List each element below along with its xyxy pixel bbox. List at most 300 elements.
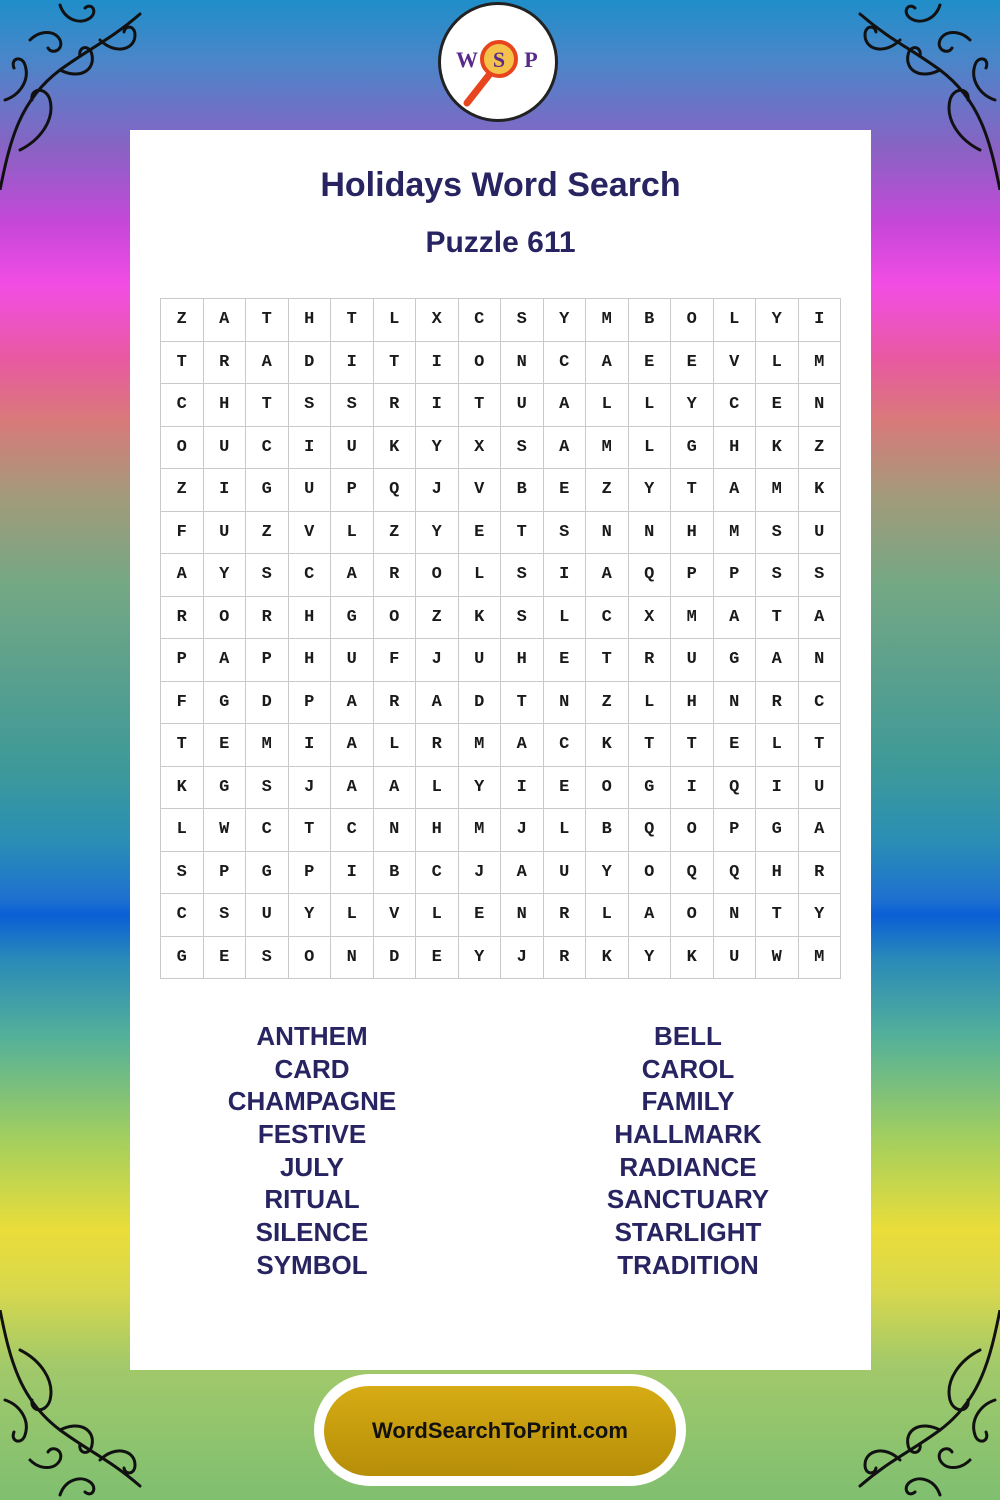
- grid-cell[interactable]: J: [501, 809, 544, 852]
- grid-cell[interactable]: T: [458, 384, 501, 427]
- grid-cell[interactable]: L: [416, 894, 459, 937]
- grid-cell[interactable]: A: [331, 724, 374, 767]
- grid-cell[interactable]: V: [713, 341, 756, 384]
- grid-cell[interactable]: R: [798, 851, 841, 894]
- grid-cell[interactable]: U: [713, 936, 756, 979]
- grid-cell[interactable]: L: [628, 384, 671, 427]
- grid-cell[interactable]: J: [416, 469, 459, 512]
- grid-cell[interactable]: A: [713, 469, 756, 512]
- logo-letter-w: W: [456, 47, 478, 72]
- corner-ornament-bottom-left: [0, 1310, 150, 1500]
- grid-cell[interactable]: P: [713, 554, 756, 597]
- grid-cell[interactable]: O: [671, 809, 714, 852]
- grid-cell[interactable]: N: [798, 639, 841, 682]
- grid-cell[interactable]: M: [246, 724, 289, 767]
- grid-cell[interactable]: C: [798, 681, 841, 724]
- grid-cell[interactable]: U: [501, 384, 544, 427]
- grid-cell[interactable]: A: [331, 766, 374, 809]
- grid-cell[interactable]: N: [501, 341, 544, 384]
- grid-cell[interactable]: X: [628, 596, 671, 639]
- grid-cell[interactable]: H: [288, 299, 331, 342]
- grid-cell[interactable]: D: [458, 681, 501, 724]
- grid-cell[interactable]: T: [288, 809, 331, 852]
- grid-cell[interactable]: G: [713, 639, 756, 682]
- grid-cell[interactable]: S: [203, 894, 246, 937]
- grid-cell[interactable]: A: [501, 851, 544, 894]
- grid-cell[interactable]: C: [246, 809, 289, 852]
- grid-cell[interactable]: Y: [586, 851, 629, 894]
- grid-cell[interactable]: F: [161, 511, 204, 554]
- grid-cell[interactable]: K: [161, 766, 204, 809]
- word-list-item: TRADITION: [617, 1249, 759, 1280]
- grid-cell[interactable]: E: [756, 384, 799, 427]
- grid-cell[interactable]: Z: [161, 299, 204, 342]
- grid-cell[interactable]: Z: [586, 469, 629, 512]
- grid-cell[interactable]: S: [501, 554, 544, 597]
- grid-cell[interactable]: L: [458, 554, 501, 597]
- grid-cell[interactable]: T: [671, 469, 714, 512]
- grid-cell[interactable]: W: [203, 809, 246, 852]
- grid-cell[interactable]: N: [628, 511, 671, 554]
- grid-cell[interactable]: H: [501, 639, 544, 682]
- word-list-item: CHAMPAGNE: [227, 1086, 397, 1117]
- grid-row: [161, 724, 841, 767]
- grid-cell[interactable]: Y: [671, 384, 714, 427]
- grid-row: [161, 299, 841, 342]
- grid-cell[interactable]: K: [586, 936, 629, 979]
- grid-cell[interactable]: D: [288, 341, 331, 384]
- grid-cell[interactable]: P: [331, 469, 374, 512]
- grid-cell[interactable]: P: [713, 809, 756, 852]
- grid-cell[interactable]: K: [586, 724, 629, 767]
- grid-cell[interactable]: T: [756, 596, 799, 639]
- grid-cell[interactable]: M: [586, 426, 629, 469]
- grid-cell[interactable]: H: [756, 851, 799, 894]
- grid-row: [161, 554, 841, 597]
- grid-cell[interactable]: S: [246, 936, 289, 979]
- grid-cell[interactable]: T: [501, 511, 544, 554]
- grid-cell[interactable]: E: [543, 639, 586, 682]
- grid-cell[interactable]: G: [203, 681, 246, 724]
- grid-cell[interactable]: Y: [798, 894, 841, 937]
- grid-cell[interactable]: A: [586, 341, 629, 384]
- grid-cell[interactable]: S: [798, 554, 841, 597]
- grid-cell[interactable]: I: [798, 299, 841, 342]
- grid-cell[interactable]: O: [628, 851, 671, 894]
- grid-row: [161, 936, 841, 979]
- grid-cell[interactable]: T: [246, 299, 289, 342]
- grid-cell[interactable]: L: [543, 809, 586, 852]
- grid-cell[interactable]: U: [331, 639, 374, 682]
- grid-cell[interactable]: O: [671, 299, 714, 342]
- word-list-item: CARD: [274, 1053, 350, 1084]
- word-list-item: CAROL: [641, 1053, 735, 1084]
- grid-cell[interactable]: L: [586, 894, 629, 937]
- grid-cell[interactable]: P: [203, 851, 246, 894]
- grid-cell[interactable]: A: [373, 766, 416, 809]
- grid-cell[interactable]: C: [161, 894, 204, 937]
- grid-cell[interactable]: A: [543, 426, 586, 469]
- grid-cell[interactable]: T: [798, 724, 841, 767]
- word-list-item: ANTHEM: [256, 1021, 368, 1051]
- grid-cell[interactable]: H: [288, 596, 331, 639]
- puzzle-sheet: [130, 130, 871, 1370]
- grid-cell[interactable]: S: [501, 426, 544, 469]
- grid-cell[interactable]: G: [161, 936, 204, 979]
- grid-cell[interactable]: U: [798, 766, 841, 809]
- grid-cell[interactable]: Q: [713, 766, 756, 809]
- grid-row: [161, 596, 841, 639]
- grid-cell[interactable]: C: [543, 724, 586, 767]
- grid-cell[interactable]: Q: [628, 809, 671, 852]
- grid-cell[interactable]: G: [671, 426, 714, 469]
- grid-cell[interactable]: I: [331, 851, 374, 894]
- grid-cell[interactable]: M: [586, 299, 629, 342]
- grid-cell[interactable]: L: [628, 681, 671, 724]
- grid-cell[interactable]: R: [756, 681, 799, 724]
- grid-cell[interactable]: E: [628, 341, 671, 384]
- grid-cell[interactable]: H: [288, 639, 331, 682]
- flourish-icon: [850, 0, 1000, 190]
- grid-cell[interactable]: S: [501, 299, 544, 342]
- grid-cell[interactable]: E: [458, 511, 501, 554]
- word-list-item: STARLIGHT: [614, 1217, 762, 1248]
- grid-cell[interactable]: S: [161, 851, 204, 894]
- word-list-item: JULY: [279, 1151, 345, 1182]
- grid-cell[interactable]: R: [203, 341, 246, 384]
- grid-cell[interactable]: P: [671, 554, 714, 597]
- grid-cell[interactable]: S: [288, 384, 331, 427]
- site-logo[interactable]: [438, 2, 558, 122]
- grid-cell[interactable]: R: [373, 384, 416, 427]
- grid-cell[interactable]: L: [756, 341, 799, 384]
- grid-cell[interactable]: G: [246, 469, 289, 512]
- grid-cell[interactable]: S: [543, 511, 586, 554]
- word-list-item: RITUAL: [264, 1184, 360, 1215]
- grid-cell[interactable]: U: [203, 426, 246, 469]
- grid-cell[interactable]: J: [416, 639, 459, 682]
- grid-cell[interactable]: N: [798, 384, 841, 427]
- grid-cell[interactable]: T: [586, 639, 629, 682]
- grid-cell[interactable]: L: [161, 809, 204, 852]
- grid-cell[interactable]: G: [756, 809, 799, 852]
- grid-cell[interactable]: B: [373, 851, 416, 894]
- grid-cell[interactable]: I: [756, 766, 799, 809]
- word-list-item: FESTIVE: [257, 1119, 367, 1150]
- grid-cell[interactable]: H: [671, 511, 714, 554]
- grid-cell[interactable]: N: [543, 681, 586, 724]
- grid-cell[interactable]: M: [671, 596, 714, 639]
- grid-cell[interactable]: M: [756, 469, 799, 512]
- word-list-item: BELL: [654, 1021, 722, 1051]
- grid-cell[interactable]: K: [458, 596, 501, 639]
- grid-cell[interactable]: J: [458, 851, 501, 894]
- grid-cell[interactable]: D: [246, 681, 289, 724]
- grid-cell[interactable]: O: [416, 554, 459, 597]
- grid-cell[interactable]: P: [288, 851, 331, 894]
- grid-cell[interactable]: T: [671, 724, 714, 767]
- grid-cell[interactable]: A: [501, 724, 544, 767]
- grid-cell[interactable]: Z: [416, 596, 459, 639]
- grid-cell[interactable]: I: [416, 341, 459, 384]
- grid-cell[interactable]: A: [543, 384, 586, 427]
- grid-cell[interactable]: X: [416, 299, 459, 342]
- grid-cell[interactable]: L: [331, 511, 374, 554]
- grid-cell[interactable]: S: [246, 766, 289, 809]
- grid-cell[interactable]: M: [798, 341, 841, 384]
- grid-cell[interactable]: I: [203, 469, 246, 512]
- grid-cell[interactable]: X: [458, 426, 501, 469]
- grid-cell[interactable]: Y: [756, 299, 799, 342]
- grid-cell[interactable]: E: [543, 766, 586, 809]
- grid-cell[interactable]: A: [331, 681, 374, 724]
- grid-cell[interactable]: R: [543, 894, 586, 937]
- grid-cell[interactable]: G: [246, 851, 289, 894]
- grid-cell[interactable]: T: [501, 681, 544, 724]
- logo-letter-p: P: [524, 47, 538, 72]
- grid-cell[interactable]: D: [373, 936, 416, 979]
- grid-cell[interactable]: T: [246, 384, 289, 427]
- grid-cell[interactable]: A: [203, 639, 246, 682]
- grid-cell[interactable]: Y: [628, 469, 671, 512]
- grid-cell[interactable]: H: [416, 809, 459, 852]
- grid-cell[interactable]: K: [798, 469, 841, 512]
- grid-cell[interactable]: A: [161, 554, 204, 597]
- grid-row: [161, 766, 841, 809]
- grid-cell[interactable]: Y: [288, 894, 331, 937]
- grid-cell[interactable]: R: [416, 724, 459, 767]
- magnifier-logo-icon: [443, 7, 553, 117]
- grid-cell[interactable]: T: [161, 341, 204, 384]
- grid-cell[interactable]: Y: [416, 426, 459, 469]
- grid-cell[interactable]: U: [671, 639, 714, 682]
- grid-cell[interactable]: Q: [373, 469, 416, 512]
- grid-cell[interactable]: S: [756, 554, 799, 597]
- flourish-icon: [0, 0, 150, 190]
- grid-cell[interactable]: R: [543, 936, 586, 979]
- grid-row: [161, 851, 841, 894]
- grid-cell[interactable]: R: [373, 681, 416, 724]
- word-list-item: SANCTUARY: [606, 1184, 770, 1215]
- grid-cell[interactable]: E: [203, 724, 246, 767]
- grid-cell[interactable]: N: [713, 681, 756, 724]
- grid-cell[interactable]: Y: [416, 511, 459, 554]
- grid-cell[interactable]: Z: [373, 511, 416, 554]
- grid-cell[interactable]: I: [331, 341, 374, 384]
- grid-cell[interactable]: A: [416, 681, 459, 724]
- grid-cell[interactable]: Z: [246, 511, 289, 554]
- grid-cell[interactable]: T: [161, 724, 204, 767]
- grid-row: [161, 384, 841, 427]
- grid-cell[interactable]: C: [458, 299, 501, 342]
- grid-cell[interactable]: O: [203, 596, 246, 639]
- grid-cell[interactable]: T: [756, 894, 799, 937]
- grid-cell[interactable]: P: [246, 639, 289, 682]
- word-list-left: [162, 1020, 462, 1282]
- grid-cell[interactable]: U: [203, 511, 246, 554]
- grid-cell[interactable]: I: [501, 766, 544, 809]
- grid-cell[interactable]: L: [416, 766, 459, 809]
- grid-cell[interactable]: L: [373, 299, 416, 342]
- grid-cell[interactable]: L: [373, 724, 416, 767]
- grid-cell[interactable]: U: [331, 426, 374, 469]
- grid-cell[interactable]: L: [628, 426, 671, 469]
- grid-cell[interactable]: C: [161, 384, 204, 427]
- grid-cell[interactable]: F: [161, 681, 204, 724]
- grid-row: [161, 894, 841, 937]
- grid-cell[interactable]: U: [288, 469, 331, 512]
- grid-cell[interactable]: N: [586, 511, 629, 554]
- grid-cell[interactable]: H: [713, 426, 756, 469]
- grid-cell[interactable]: Z: [586, 681, 629, 724]
- grid-cell[interactable]: K: [373, 426, 416, 469]
- grid-cell[interactable]: U: [798, 511, 841, 554]
- grid-cell[interactable]: U: [543, 851, 586, 894]
- grid-cell[interactable]: R: [246, 596, 289, 639]
- grid-cell[interactable]: Q: [628, 554, 671, 597]
- grid-cell[interactable]: W: [756, 936, 799, 979]
- grid-cell[interactable]: K: [756, 426, 799, 469]
- word-list-item: FAMILY: [641, 1086, 735, 1117]
- grid-cell[interactable]: R: [161, 596, 204, 639]
- grid-cell[interactable]: V: [288, 511, 331, 554]
- grid-cell[interactable]: E: [203, 936, 246, 979]
- grid-cell[interactable]: L: [713, 299, 756, 342]
- grid-cell[interactable]: C: [416, 851, 459, 894]
- grid-cell[interactable]: Q: [713, 851, 756, 894]
- grid-cell[interactable]: O: [671, 894, 714, 937]
- website-link-button[interactable]: WordSearchToPrint.com: [324, 1386, 676, 1476]
- grid-cell[interactable]: T: [628, 724, 671, 767]
- grid-cell[interactable]: L: [756, 724, 799, 767]
- grid-cell[interactable]: O: [373, 596, 416, 639]
- grid-cell[interactable]: V: [458, 469, 501, 512]
- grid-cell[interactable]: F: [373, 639, 416, 682]
- grid-cell[interactable]: N: [501, 894, 544, 937]
- grid-cell[interactable]: E: [671, 341, 714, 384]
- grid-cell[interactable]: A: [713, 596, 756, 639]
- grid-cell[interactable]: N: [373, 809, 416, 852]
- grid-cell[interactable]: O: [288, 936, 331, 979]
- grid-cell[interactable]: I: [288, 724, 331, 767]
- grid-cell[interactable]: C: [586, 596, 629, 639]
- grid-cell[interactable]: C: [543, 341, 586, 384]
- grid-cell[interactable]: K: [671, 936, 714, 979]
- grid-cell[interactable]: H: [671, 681, 714, 724]
- grid-cell[interactable]: T: [373, 341, 416, 384]
- grid-cell[interactable]: L: [543, 596, 586, 639]
- grid-cell[interactable]: C: [331, 809, 374, 852]
- grid-cell[interactable]: A: [331, 554, 374, 597]
- grid-cell[interactable]: T: [331, 299, 374, 342]
- grid-cell[interactable]: U: [458, 639, 501, 682]
- grid-cell[interactable]: E: [713, 724, 756, 767]
- grid-cell[interactable]: A: [756, 639, 799, 682]
- grid-cell[interactable]: S: [501, 596, 544, 639]
- grid-cell[interactable]: Y: [458, 936, 501, 979]
- grid-cell[interactable]: N: [713, 894, 756, 937]
- grid-cell[interactable]: I: [543, 554, 586, 597]
- grid-row: [161, 639, 841, 682]
- grid-cell[interactable]: C: [288, 554, 331, 597]
- grid-cell[interactable]: O: [458, 341, 501, 384]
- grid-cell[interactable]: C: [713, 384, 756, 427]
- grid-cell[interactable]: S: [756, 511, 799, 554]
- corner-ornament-top-right: [850, 0, 1000, 190]
- grid-cell[interactable]: L: [586, 384, 629, 427]
- grid-cell[interactable]: N: [331, 936, 374, 979]
- grid-cell[interactable]: B: [501, 469, 544, 512]
- grid-cell[interactable]: G: [628, 766, 671, 809]
- grid-cell[interactable]: A: [628, 894, 671, 937]
- grid-cell[interactable]: U: [246, 894, 289, 937]
- grid-cell[interactable]: J: [501, 936, 544, 979]
- grid-cell[interactable]: Y: [628, 936, 671, 979]
- word-list-item: RADIANCE: [619, 1151, 757, 1182]
- grid-cell[interactable]: Z: [161, 469, 204, 512]
- grid-cell[interactable]: J: [288, 766, 331, 809]
- grid-cell[interactable]: A: [586, 554, 629, 597]
- page-title: Holidays Word Search: [320, 166, 681, 204]
- grid-row: [161, 681, 841, 724]
- grid-cell[interactable]: G: [331, 596, 374, 639]
- grid-cell[interactable]: M: [458, 809, 501, 852]
- grid-cell[interactable]: A: [798, 809, 841, 852]
- grid-cell[interactable]: R: [373, 554, 416, 597]
- grid-cell[interactable]: Q: [671, 851, 714, 894]
- grid-cell[interactable]: Y: [543, 299, 586, 342]
- word-list-item: HALLMARK: [614, 1119, 762, 1150]
- grid-cell[interactable]: A: [798, 596, 841, 639]
- grid-cell[interactable]: B: [586, 809, 629, 852]
- grid-cell[interactable]: B: [628, 299, 671, 342]
- grid-cell[interactable]: M: [458, 724, 501, 767]
- grid-cell[interactable]: I: [288, 426, 331, 469]
- grid-cell[interactable]: E: [416, 936, 459, 979]
- grid-cell[interactable]: P: [161, 639, 204, 682]
- grid-cell[interactable]: C: [246, 426, 289, 469]
- letter-grid: [160, 298, 841, 979]
- grid-cell[interactable]: G: [203, 766, 246, 809]
- grid-cell[interactable]: I: [671, 766, 714, 809]
- grid-row: [161, 809, 841, 852]
- grid-cell[interactable]: Z: [798, 426, 841, 469]
- corner-ornament-bottom-right: [850, 1310, 1000, 1500]
- grid-cell[interactable]: S: [246, 554, 289, 597]
- grid-cell[interactable]: H: [203, 384, 246, 427]
- grid-cell[interactable]: M: [798, 936, 841, 979]
- grid-cell[interactable]: L: [331, 894, 374, 937]
- grid-cell[interactable]: A: [246, 341, 289, 384]
- word-list-right: [538, 1020, 838, 1282]
- grid-cell[interactable]: V: [373, 894, 416, 937]
- grid-row: [161, 469, 841, 512]
- grid-cell[interactable]: S: [331, 384, 374, 427]
- grid-cell[interactable]: R: [628, 639, 671, 682]
- flourish-icon: [0, 1310, 150, 1500]
- grid-cell[interactable]: Y: [203, 554, 246, 597]
- word-list-item: SILENCE: [255, 1217, 369, 1248]
- grid-cell[interactable]: P: [288, 681, 331, 724]
- grid-cell[interactable]: O: [161, 426, 204, 469]
- grid-cell[interactable]: E: [458, 894, 501, 937]
- grid-cell[interactable]: A: [203, 299, 246, 342]
- grid-cell[interactable]: O: [586, 766, 629, 809]
- grid-cell[interactable]: M: [713, 511, 756, 554]
- grid-cell[interactable]: I: [416, 384, 459, 427]
- grid-cell[interactable]: E: [543, 469, 586, 512]
- grid-cell[interactable]: Y: [458, 766, 501, 809]
